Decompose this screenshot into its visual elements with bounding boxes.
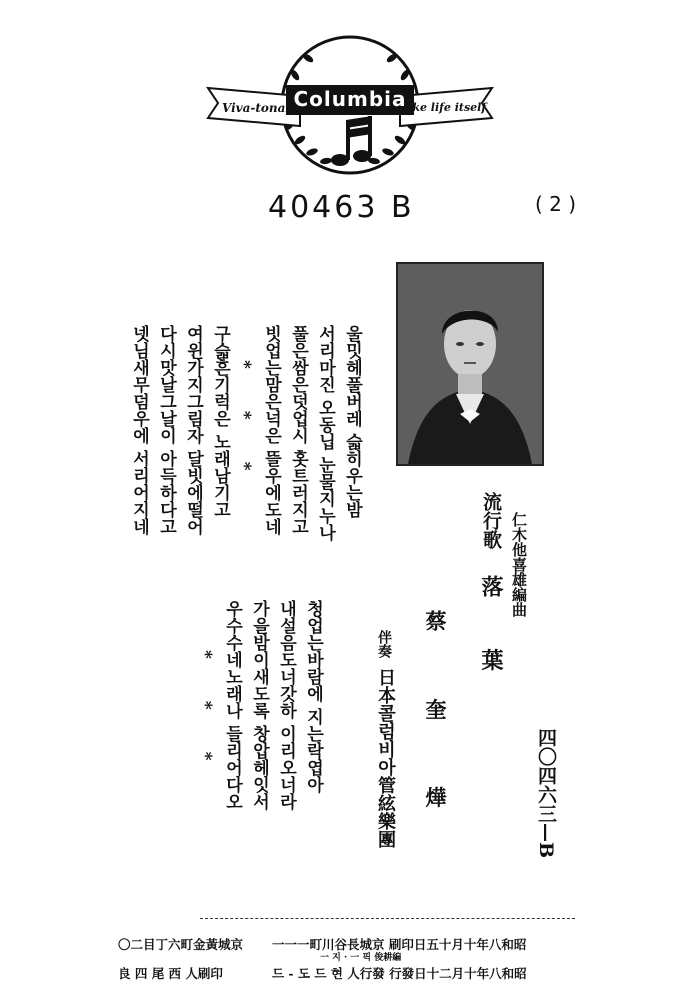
brand-name: Columbia (293, 87, 407, 111)
columbia-logo (200, 30, 500, 180)
imprint-printer: 良 四 尾 西 人刷印 (118, 966, 223, 981)
lyrics-separator: * * * (234, 360, 254, 489)
lyrics-line: 청업는바람에 지는락엽아 (303, 600, 323, 793)
lyrics-line: 넷님새무덤우에 서리어지네 (129, 325, 149, 535)
arranger-credit: 仁木他喜雄編曲 (510, 512, 528, 617)
lyrics-line: 가을밤이새도록 창압헤잇서 (249, 600, 269, 810)
accompaniment-name: 日本콜럼비아管絃樂團 (375, 668, 396, 848)
lyrics-line: 여윈가지그림자 달빗에떨어 (183, 325, 203, 535)
song-genre: 流行歌 (480, 492, 502, 549)
lyrics-line: 풀은쌈은덧업시 홋트러지고 (288, 325, 308, 535)
catalog-number-vertical: 四〇四六三—B (535, 728, 557, 859)
lyrics-line: 울밋헤풀버레 슯히우는밤 (342, 325, 362, 518)
lyrics-line: 빗업는맘은넉은 뜰우에도네 (261, 325, 281, 535)
left-banner-text: Viva-tonal (222, 101, 290, 115)
lyrics-line: 다시맛날그날이 아득하다고 (156, 325, 176, 535)
song-title: 落 葉 (478, 575, 504, 693)
catalog-number: 40463 B (268, 190, 415, 225)
right-banner-text: like life itself (404, 101, 487, 114)
singer-portrait (396, 262, 544, 466)
page-number: ( 2 ) (535, 192, 577, 216)
imprint-publish-date: 드 - 도 드 현 人行發 行發日十二月十年八和昭 (272, 966, 527, 981)
imprint-editor: 一 지 · 一 픽 俊耕編 (320, 953, 402, 963)
lyrics-line: 구슯흔기럭은 노래남기고 (210, 325, 230, 518)
lyrics-line: 우수수네노래나 들리어다오 (222, 600, 242, 810)
portrait-icon (398, 264, 542, 464)
lyrics-line: 서리마진 오동닙 눈물지누나 (315, 325, 335, 541)
imprint-divider (200, 918, 575, 919)
lyrics-line: 내설음도너갓하 이리오너라 (276, 600, 296, 810)
singer-name: 蔡 奎 燁 (423, 610, 448, 838)
lyrics-separator: * * * (195, 650, 215, 779)
imprint-address: 〇二目丁六町金黃城京 (118, 937, 244, 952)
accompaniment-label: 伴奏 (376, 630, 392, 658)
imprint-print-date: 一一一町川谷長城京 刷印日五十月十年八和昭 (272, 937, 527, 952)
